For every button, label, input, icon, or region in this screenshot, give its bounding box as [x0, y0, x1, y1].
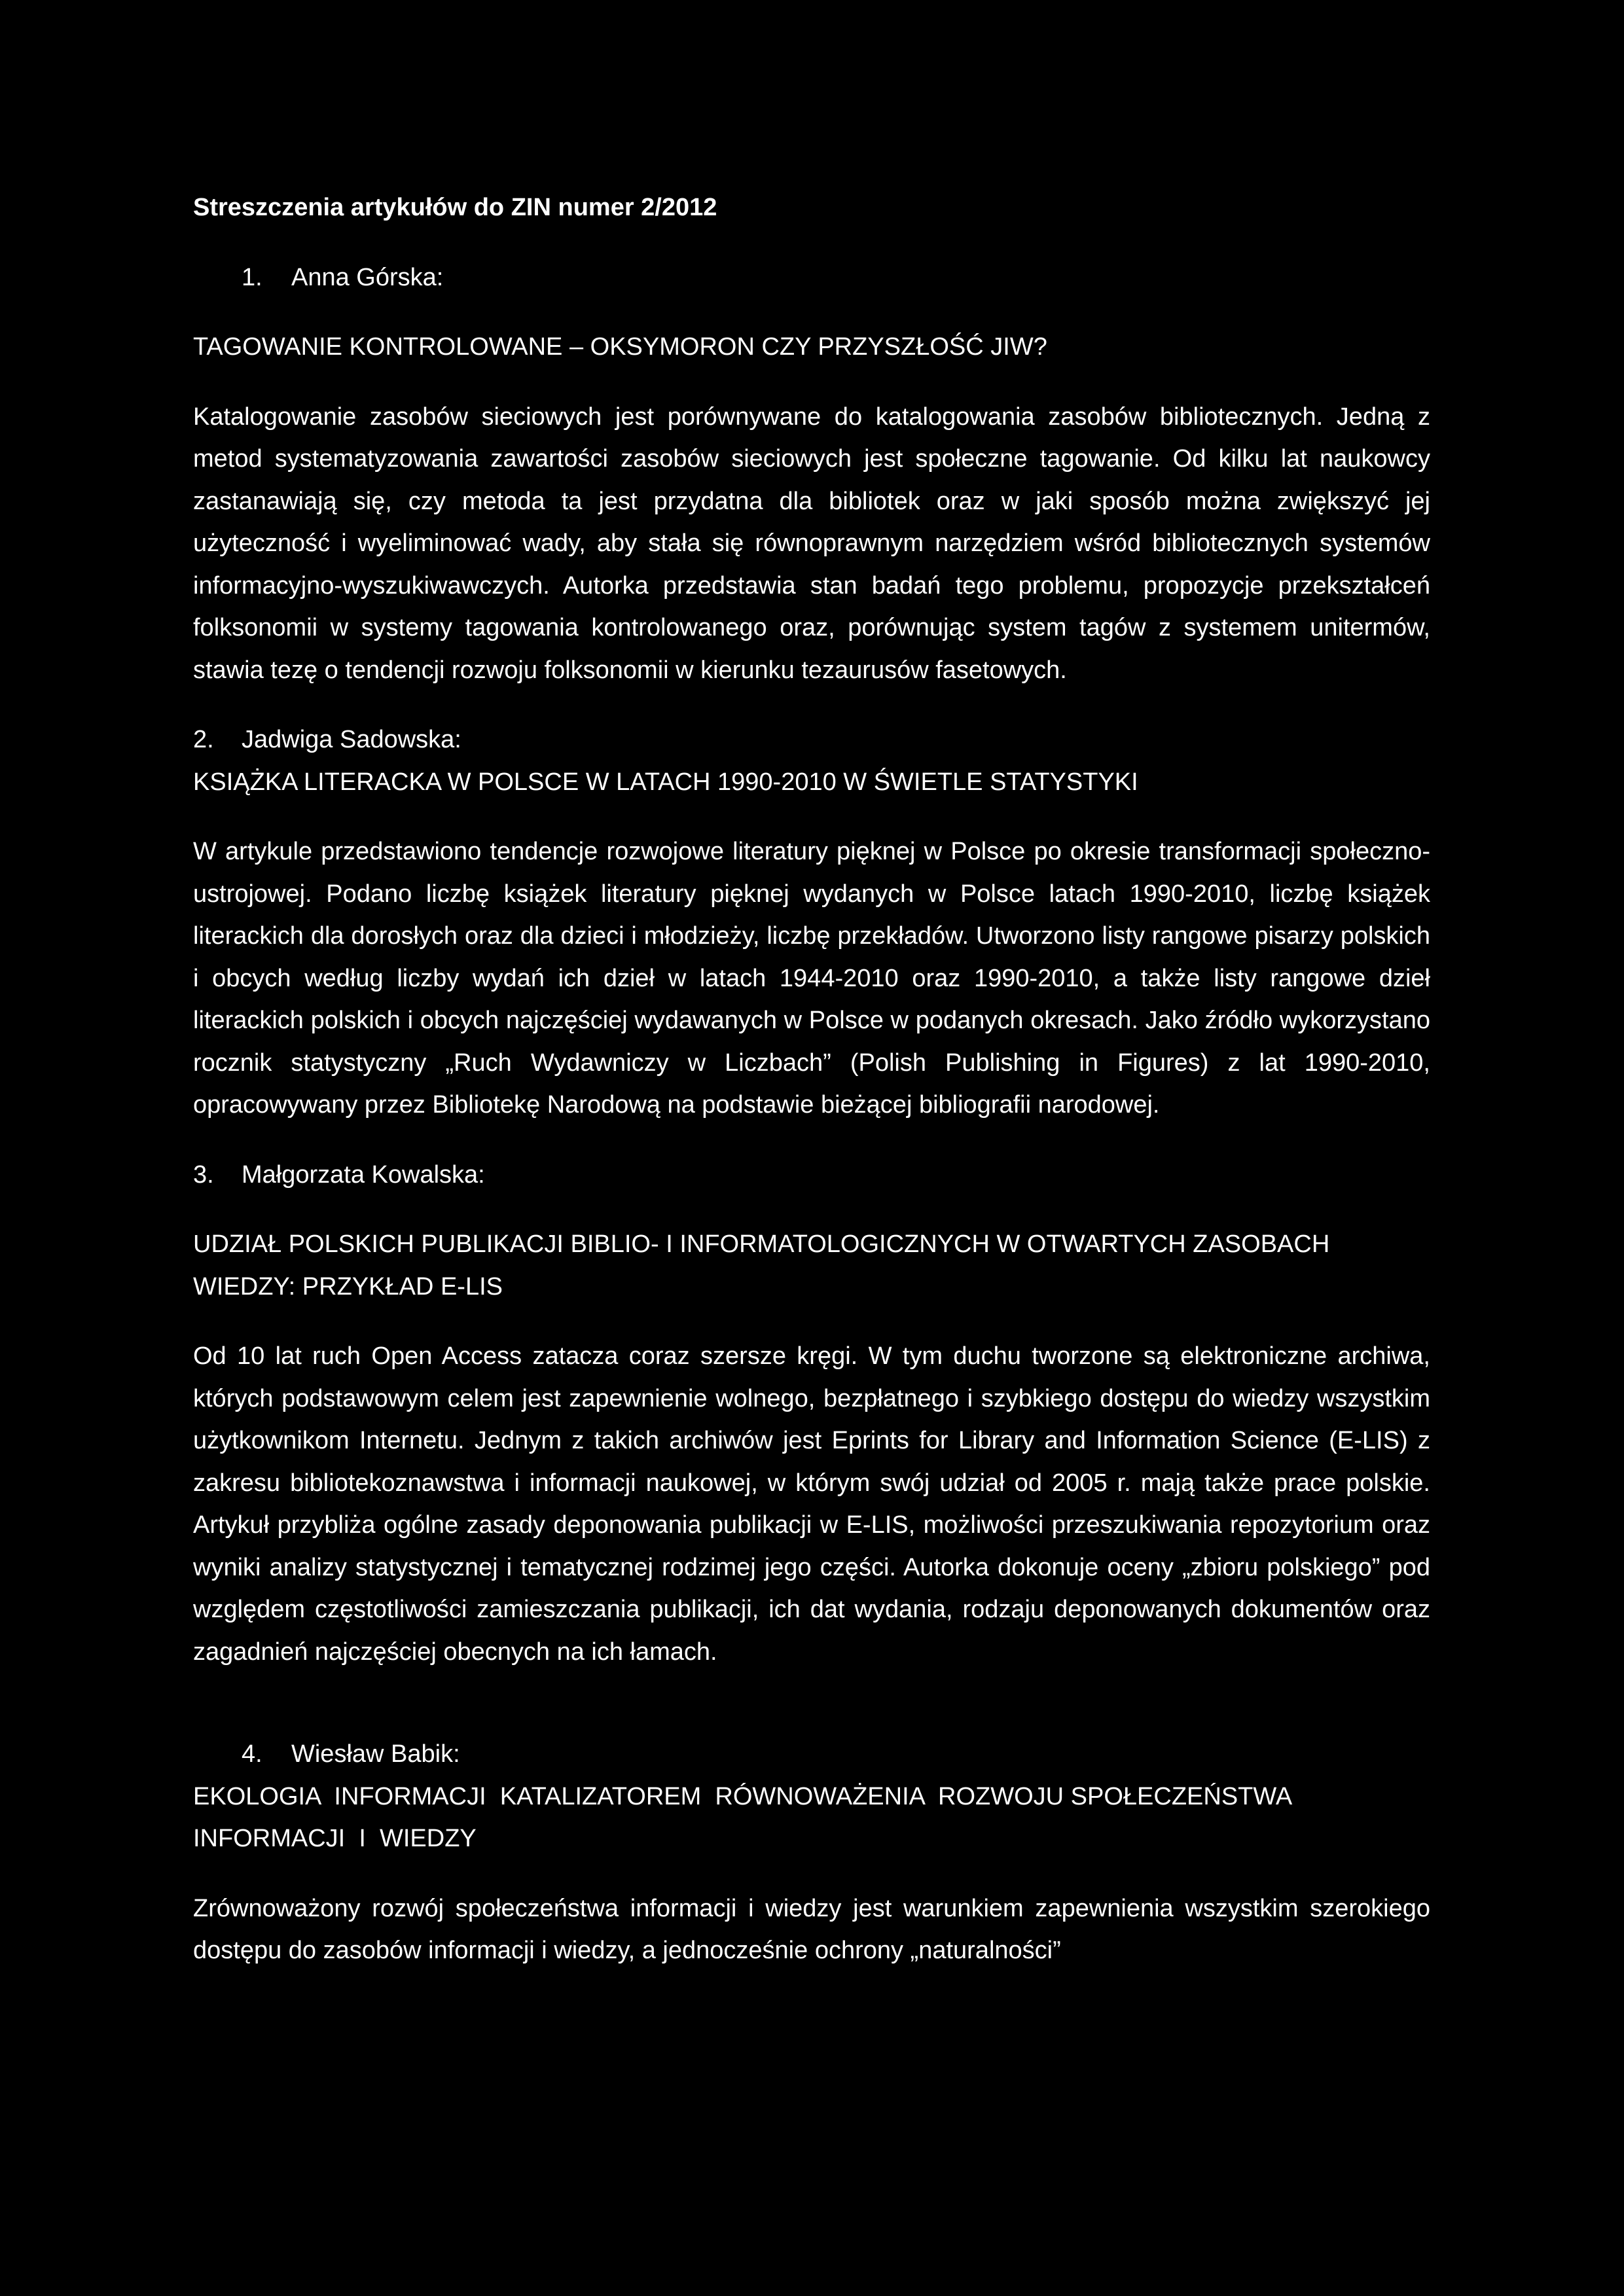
article-2-abstract: W artykule przedstawiono tendencje rozwojowe literatury pięknej w Polsce po okresie transformacji społeczno-ustrojowej. Podano liczbę książek literatury pięknej wydanych w Polsce latach 1990-2010, liczbę książek literackich dla dorosłych oraz dla dzieci i młodzieży, liczbę przekładów. Utworzono listy rangowe pisarzy polskich i obcych według liczby wydań ich dzieł w latach 1944-2010 oraz 1990-2010, a także listy rangowe dzieł literackich polskich i obcych najczęściej wydawanych w Polsce w podanych okresach. Jako źródło wykorzystano rocznik statystyczny „Ruch Wydawniczy w Liczbach” (Polish Publishing in Figures) z lat 1990-2010, opracowywany przez Bibliotekę Narodową na podstawie bieżącej bibliografii narodowej.	[193, 838, 1430, 1119]
article-3-number: 3.	[193, 1160, 214, 1189]
article-4-title	[193, 1776, 1430, 1860]
article-3-heading	[193, 1154, 1430, 1196]
article-3-title	[193, 1223, 1430, 1308]
article-4	[193, 1733, 1430, 1972]
article-4-author: Wiesław Babik:	[291, 1740, 460, 1768]
article-4-title-line-1: EKOLOGIA INFORMACJI KATALIZATOREM RÓWNOWAŻENIA ROZWOJU SPOŁECZEŃSTWA	[193, 1782, 1293, 1810]
article-1-abstract: Katalogowanie zasobów sieciowych jest porównywane do katalogowania zasobów bibliotecznych. Jedną z metod systematyzowania zawartości zasobów sieciowych jest społeczne tagowanie. Od kilku lat naukowcy zastanawiają się, czy metoda ta jest przydatna dla bibliotek oraz w jaki sposób można zwiększyć jej użyteczność i wyeliminować wady, aby stała się równoprawnym narzędziem wśród bibliotecznych systemów informacyjno-wyszukiwawczych. Autorka przedstawia stan badań tego problemu, propozycje przekształceń folksonomii w systemy tagowania kontrolowanego oraz, porównując system tagów z systemem unitermów, stawia tezę o tendencji rozwoju folksonomii w kierunku tezaurusów fasetowych.	[193, 403, 1430, 684]
article-1-heading	[193, 257, 1430, 299]
article-1-author: Anna Górska:	[291, 263, 444, 291]
article-3-title-line-2: WIEDZY: PRZYKŁAD E-LIS	[193, 1272, 503, 1300]
document-page	[193, 187, 1430, 1972]
article-2-title: KSIĄŻKA LITERACKA W POLSCE W LATACH 1990-2010 W ŚWIETLE STATYSTYKI	[193, 768, 1138, 796]
article-2-author: Jadwiga Sadowska:	[242, 726, 461, 753]
article-3	[193, 1154, 1430, 1674]
article-2	[193, 719, 1430, 1126]
article-1-title: TAGOWANIE KONTROLOWANE – OKSYMORON CZY PRZYSZŁOŚĆ JIW?	[193, 333, 1047, 361]
article-2-number: 2.	[193, 726, 214, 753]
article-3-title-line-1: UDZIAŁ POLSKICH PUBLIKACJI BIBLIO- I INFORMATOLOGICZNYCH W OTWARTYCH ZASOBACH	[193, 1230, 1330, 1258]
article-3-author: Małgorzata Kowalska:	[242, 1160, 485, 1189]
document-title: Streszczenia artykułów do ZIN numer 2/2012	[193, 194, 717, 221]
article-2-heading	[193, 719, 1430, 761]
article-1-number: 1.	[242, 263, 262, 291]
article-4-number: 4.	[242, 1740, 262, 1768]
article-1	[193, 257, 1430, 692]
article-4-heading	[193, 1733, 1430, 1776]
article-3-abstract: Od 10 lat ruch Open Access zatacza coraz szersze kręgi. W tym duchu tworzone są elektroniczne archiwa, których podstawowym celem jest zapewnienie wolnego, bezpłatnego i szybkiego dostępu do wiedzy wszystkim użytkownikom Internetu. Jednym z takich archiwów jest Eprints for Library and Information Science (E-LIS) z zakresu bibliotekoznawstwa i informacji naukowej, w którym swój udział od 2005 r. mają także prace polskie. Artykuł przybliża ogólne zasady deponowania publikacji w E-LIS, możliwości przeszukiwania repozytorium oraz wyniki analizy statystycznej i tematycznej rodzimej jego części. Autorka dokonuje oceny „zbioru polskiego” pod względem częstotliwości zamieszczania publikacji, ich dat wydania, rodzaju deponowanych dokumentów oraz zagadnień najczęściej obecnych na ich łamach.	[193, 1342, 1430, 1666]
article-4-title-line-2: INFORMACJI I WIEDZY	[193, 1825, 477, 1852]
article-4-abstract: Zrównoważony rozwój społeczeństwa informacji i wiedzy jest warunkiem zapewnienia wszystkim szerokiego dostępu do zasobów informacji i wiedzy, a jednocześnie ochrony „naturalności”	[193, 1894, 1430, 1964]
